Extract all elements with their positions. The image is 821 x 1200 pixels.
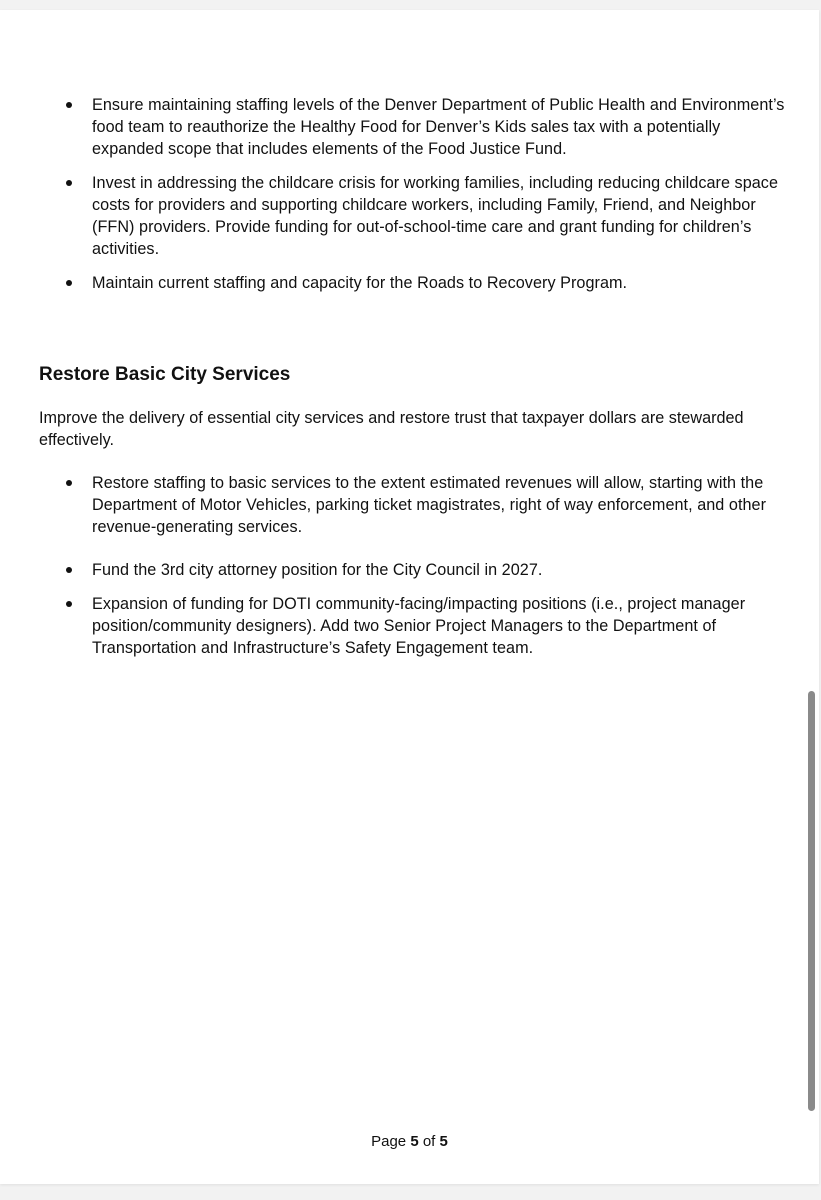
- bullet-text: Ensure maintaining staffing levels of the Denver Department of Public Health and Environment’s food team to reauthorize the Healthy Food for Denver’s Kids sales tax with a potentially expanded scope that includes elements of the Food Justice Fund.: [92, 96, 785, 158]
- bullet-text: Maintain current staffing and capacity for the Roads to Recovery Program.: [92, 273, 628, 292]
- list-item: [0, 473, 819, 538]
- bullet-icon: [66, 567, 72, 573]
- bullet-text: Restore staffing to basic services to the extent estimated revenues will allow, starting with the Department of Motor Vehicles, parking ticket magistrates, right of way enforcement, and other revenue-generating services.: [92, 474, 767, 536]
- page-footer: [0, 1131, 819, 1153]
- bullet-icon: [66, 102, 72, 108]
- list-item: [0, 173, 819, 260]
- current-page-number: 5: [410, 1133, 419, 1150]
- document-page: [0, 10, 819, 1184]
- bullet-text: Fund the 3rd city attorney position for the City Council in 2027.: [92, 561, 543, 580]
- list-item: [0, 594, 819, 659]
- bullet-icon: [66, 601, 72, 607]
- list-item: [0, 95, 819, 160]
- vertical-scrollbar[interactable]: [808, 691, 815, 1111]
- page-word: Page: [371, 1133, 407, 1150]
- list-item: [0, 273, 819, 295]
- section-heading: Restore Basic City Services: [39, 364, 291, 385]
- bullet-icon: [66, 480, 72, 486]
- top-bullet-list: [0, 95, 819, 294]
- section-bullet-list: [0, 473, 819, 660]
- of-word: of: [422, 1133, 436, 1150]
- list-item: [0, 560, 819, 582]
- bullet-text: Invest in addressing the childcare crisis for working families, including reducing childcare space costs for providers and supporting childcare workers, including Family, Friend, and Neighbor (FFN) providers. Provide funding for out-of-school-time care and grant funding for children’s activities.: [92, 174, 778, 258]
- bullet-text: Expansion of funding for DOTI community-facing/impacting positions (i.e., project manager position/community designers). Add two Senior Project Managers to the Department of Transportation and Infrastructure’s Safety Engagement team.: [92, 595, 746, 657]
- bullet-icon: [66, 180, 72, 186]
- bullet-icon: [66, 280, 72, 286]
- total-pages-number: 5: [439, 1133, 448, 1150]
- section-intro: Improve the delivery of essential city services and restore trust that taxpayer dollars are stewarded effectively.: [39, 409, 744, 449]
